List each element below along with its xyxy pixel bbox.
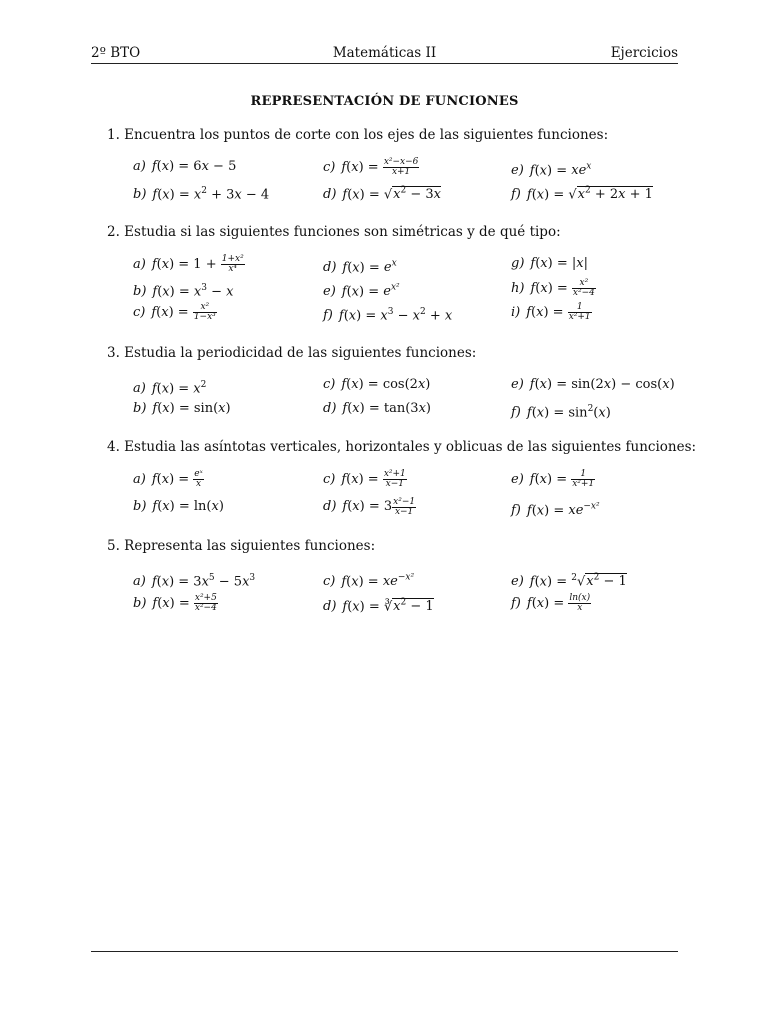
q2-item-e: e) $f(x) = e^{x^2}$ (323, 283, 400, 300)
q5-item-c: c) $f(x) = xe^{-x^2}$ (323, 573, 415, 590)
item-label: c) (323, 574, 336, 590)
q1-item-a: a) f(x) = 6x − 5 (133, 159, 237, 174)
q2-item-d: d) $f(x) = e^x$ (323, 259, 397, 276)
item-label: a) (133, 257, 146, 272)
q2-item-b: b) $f(x) = x^3 - x$ (133, 283, 234, 300)
q5-item-d: d) $f(x) = ∛x^2 - 1$ (323, 598, 434, 615)
item-label: e) (511, 163, 524, 179)
q4-item-d: d) f(x) = 3 $\frac{\text{x²−1}}{x-1}$ (323, 497, 416, 517)
q3-item-f: f) $f(x) = \sin^2(x)$ (511, 404, 611, 421)
q3-item-a: a) $f(x) = x^2$ (133, 380, 207, 397)
item-label: a) (133, 472, 146, 487)
q2-item-h: h) f(x) = $\frac{\text{x²}}{\text{x²−4}}$ (511, 278, 595, 298)
item-label: d) (323, 187, 337, 203)
item-label: d) (323, 401, 337, 416)
question-4: 4. Estudia las asíntotas verticales, horizontales y oblicuas de las siguientes funciones: (107, 439, 697, 455)
q2-item-i: i) f(x) = $\frac{1}{\text{x²+1}}$ (511, 302, 591, 322)
item-label: b) (133, 596, 147, 611)
item-label: e) (511, 472, 524, 487)
q5-item-f: f) f(x) = $\frac{\ln(x)}{x}$ (511, 593, 591, 613)
q4-item-e: e) f(x) = $\frac{1}{\text{x²+1}}$ (511, 469, 595, 489)
q3-item-c: c) f(x) = cos(2x) (323, 377, 431, 392)
q2-item-f: f) $f(x) = x^3 - x^2 + x$ (323, 307, 453, 324)
item-label: b) (133, 401, 147, 416)
item-label: c) (323, 472, 336, 487)
item-label: a) (133, 574, 146, 590)
q5-item-e: e) $f(x) = ^2√x^2 - 1$ (511, 573, 627, 590)
header-left: 2º BTO (91, 45, 141, 61)
item-label: d) (323, 499, 337, 514)
q4-item-a: a) f(x) = $\frac{\text{eˣ}}{x}$ (133, 469, 203, 489)
item-label: c) (133, 305, 146, 320)
item-label: d) (323, 260, 337, 276)
item-label: h) (511, 281, 525, 296)
question-5: 5. Representa las siguientes funciones: (107, 538, 376, 554)
item-label: e) (511, 377, 524, 392)
q4-item-c: c) f(x) = $\frac{\text{x²+1}}{x-1}$ (323, 469, 406, 489)
item-label: a) (133, 159, 146, 174)
page-header (91, 44, 678, 62)
q4-item-f: f) $f(x) = xe^{-x^2}$ (511, 502, 600, 519)
item-label: g) (511, 256, 525, 271)
q1-item-f: f) $f(x) = √x^2 + 2x + 1$ (511, 186, 653, 203)
item-label: c) (323, 160, 336, 175)
question-2: 2. Estudia si las siguientes funciones son simétricas y de qué tipo: (107, 224, 561, 240)
item-label: f) (511, 187, 521, 203)
footer-rule (91, 951, 678, 952)
item-label: e) (511, 574, 524, 590)
q1-item-e: e) $f(x) = xe^x$ (511, 162, 592, 179)
item-label: c) (323, 377, 336, 392)
q3-item-e: e) f(x) = sin(2x) − cos(x) (511, 377, 675, 392)
q5-item-a: a) $f(x) = 3x^5 - 5x^3$ (133, 573, 256, 590)
q3-item-d: d) f(x) = tan(3x) (323, 401, 431, 416)
question-1: 1. Encuentra los puntos de corte con los ejes de las siguientes funciones: (107, 127, 609, 143)
header-rule (91, 63, 678, 64)
item-label: d) (323, 599, 337, 615)
q2-item-g: g) f(x) = |x| (511, 256, 588, 271)
q4-item-b: b) f(x) = ln(x) (133, 499, 224, 514)
item-label: i) (511, 305, 521, 320)
item-label: f) (511, 503, 521, 519)
q1-item-d: d) $f(x) = √x^2 - 3x$ (323, 186, 442, 203)
item-label: f) (323, 308, 333, 324)
question-3: 3. Estudia la periodicidad de las siguientes funciones: (107, 345, 477, 361)
item-label: a) (133, 381, 146, 397)
q3-item-b: b) f(x) = sin(x) (133, 401, 231, 416)
item-label: f) (511, 405, 521, 421)
q5-item-b: b) f(x) = $\frac{\text{x²+5}}{\text{x²−4}}$ (133, 593, 217, 613)
header-center: Matemáticas II (332, 45, 437, 61)
header-right: Ejercicios (610, 45, 678, 61)
q2-item-c: c) f(x) = $\frac{\text{x²}}{\text{1−x³}}$ (133, 302, 216, 322)
q2-item-a: a) f(x) = 1 + $\frac{\text{1+x²}}{\text{x⁴}}$ (133, 254, 244, 274)
q1-item-c: c) f(x) = $\frac{\text{x²−x−6}}{x+1}$ (323, 157, 419, 177)
page-title: REPRESENTACIÓN DE FUNCIONES (250, 94, 519, 109)
q1-item-b: b) $f(x) = x^2 + 3x - 4$ (133, 186, 270, 203)
item-label: e) (323, 284, 336, 300)
item-label: b) (133, 284, 147, 300)
item-label: b) (133, 499, 147, 514)
item-label: f) (511, 596, 521, 611)
item-label: b) (133, 187, 147, 203)
